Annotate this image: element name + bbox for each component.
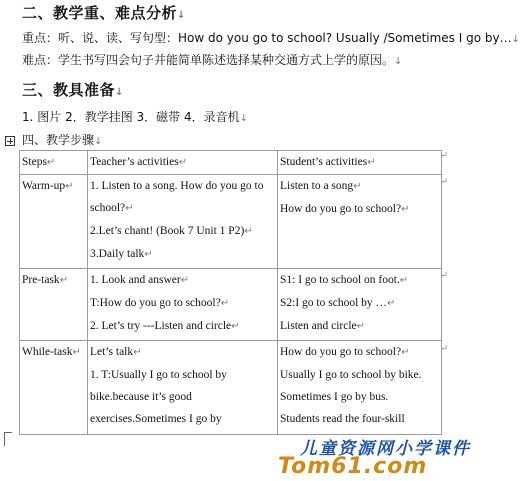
teacher-cell — [88, 341, 278, 435]
table-header-row — [20, 151, 442, 175]
step-cell: Warm-up↵ — [20, 175, 88, 269]
cell-text-line: Listen to a song↵ — [280, 180, 362, 192]
student-cell — [278, 175, 442, 269]
student-cell — [278, 269, 442, 341]
cell-text-line: 3.Daily talk↵ — [90, 248, 153, 260]
watermark-logo — [278, 434, 474, 480]
cell-text-line: Usually I go to school by bike. — [280, 369, 422, 381]
cell-text-line: 2. Let’s try ---Listen and circle↵ — [90, 320, 240, 332]
cell-text-line: Listen and circle↵ — [280, 320, 366, 332]
cell-text-line: school?↵ — [90, 202, 134, 214]
key-points-paragraph: 重点：听、说、读、写句型：How do you go to school? Usually /Sometimes I go by…↓ — [22, 31, 520, 45]
table-move-handle-icon[interactable] — [5, 136, 15, 146]
cell-text-line: Let’s talk↵ — [90, 346, 142, 358]
cell-text-line: How do you go to school?↵ — [280, 203, 410, 215]
teacher-cell — [88, 269, 278, 341]
cell-text-line: exercises.Sometimes I go by — [90, 413, 222, 425]
step-cell: Pre-task↵ — [20, 269, 88, 341]
page-margin-marker — [4, 432, 12, 433]
cell-text-line: 1. Listen to a song. How do you go to — [90, 180, 264, 192]
header-cell-student: Student’s activities↵ — [278, 151, 442, 175]
header-cell-steps: Steps↵ — [20, 151, 88, 175]
logo-site-text: Tom61.com — [278, 454, 428, 479]
difficult-points-paragraph: 难点：学生书写四会句子并能简单陈述选择某种交通方式上学的原因。↓ — [22, 53, 403, 67]
cell-text-line: S1: I go to school on foot.↵ — [280, 274, 409, 286]
teacher-cell — [88, 175, 278, 269]
cell-text-line: 1. T:Usually I go to school by — [90, 369, 227, 381]
section3-heading: 三、教具准备↓ — [22, 81, 124, 99]
row-end-mark: ↵ — [440, 176, 448, 186]
table-row — [20, 269, 442, 341]
cell-text-line: bike.because it’s good — [90, 391, 192, 403]
cell-text-line: 2.Let’s chant! (Book 7 Unit 1 P2)↵ — [90, 225, 253, 237]
row-end-mark: ↵ — [440, 270, 448, 280]
step-cell: While-task↵ — [20, 341, 88, 435]
section2-heading: 二、教学重、难点分析↓ — [22, 4, 186, 22]
cell-text-line: How do you go to school?↵ — [280, 346, 410, 358]
page-margin-marker-vertical — [4, 432, 5, 446]
cell-text-line: T:How do you go to school?↵ — [90, 297, 230, 309]
cell-text-line: S2:I go to school by …↵ — [280, 297, 396, 309]
student-cell — [278, 341, 442, 435]
header-cell-teacher: Teacher’s activities↵ — [88, 151, 278, 175]
table-row — [20, 175, 442, 269]
teaching-steps-table — [19, 150, 442, 435]
section4-heading: 四、教学步骤↓ — [22, 133, 103, 147]
cell-text-line: Students read the four-skill — [280, 413, 405, 425]
row-end-mark: ↵ — [440, 150, 448, 160]
logo-chinese-text: 儿童资源网小学课件 — [300, 439, 471, 459]
materials-list: 1. 图片 2．教学挂图 3．磁带 4．录音机↓ — [22, 110, 249, 124]
row-end-mark: ↵ — [440, 343, 448, 353]
cell-text-line: Sometimes I go by bus. — [280, 391, 389, 403]
cell-text-line: 1. Look and answer↵ — [90, 274, 190, 286]
table-row — [20, 341, 442, 435]
